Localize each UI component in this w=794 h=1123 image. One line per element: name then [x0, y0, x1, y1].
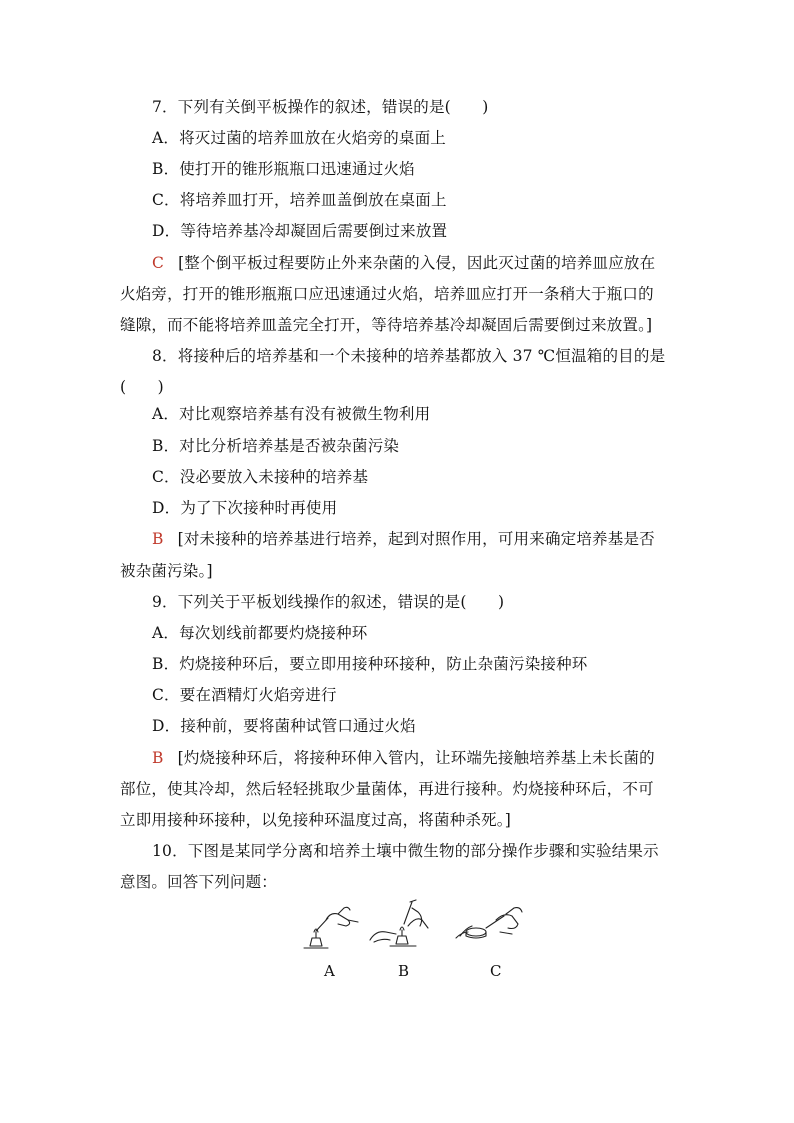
q9-stem: 9．下列关于平板划线操作的叙述，错误的是( )	[152, 593, 505, 611]
q8-option-b: B．对比分析培养基是否被杂菌污染	[152, 437, 400, 455]
q8-stem-1: 8．将接种后的培养基和一个未接种的培养基都放入 37 ℃恒温箱的目的是	[152, 347, 666, 365]
q7-option-a: A．将灭过菌的培养皿放在火焰旁的桌面上	[152, 129, 446, 147]
q7-option-d: D．等待培养基冷却凝固后需要倒过来放置	[152, 222, 448, 240]
q7-option-c: C．将培养皿打开，培养皿盖倒放在桌面上	[152, 191, 447, 209]
figure-label-a: A	[324, 962, 335, 980]
q8-explanation-1: [对未接种的培养基进行培养，起到对照作用，可用来确定培养基是否	[177, 530, 655, 548]
q9-option-d: D．接种前，要将菌种试管口通过火焰	[152, 717, 416, 735]
q9-explanation-2: 部位，使其冷却，然后轻轻挑取少量菌体，再进行接种。灼烧接种环后，不可	[120, 780, 654, 798]
q10-stem-2: 意图。回答下列问题：	[120, 873, 278, 891]
q9-answer: B	[152, 749, 164, 767]
figure-c-drawing	[456, 908, 522, 939]
q7-stem: 7．下列有关倒平板操作的叙述，错误的是( )	[152, 98, 489, 116]
figure-b-drawing	[370, 900, 428, 946]
lab-procedure-figure	[300, 898, 530, 958]
q7-option-b: B．使打开的锥形瓶瓶口迅速通过火焰	[152, 160, 415, 178]
figure-label-c: C	[490, 962, 502, 980]
q7-answer-line	[152, 253, 655, 273]
q8-option-a: A．对比观察培养基有没有被微生物利用	[152, 405, 431, 423]
figure-a-drawing	[304, 907, 358, 948]
q8-option-c: C．没必要放入未接种的培养基	[152, 468, 369, 486]
q9-option-b: B．灼烧接种环后，要立即用接种环接种，防止杂菌污染接种环	[152, 655, 588, 673]
q9-answer-line	[152, 748, 655, 768]
figure-label-b: B	[398, 962, 410, 980]
q9-option-a: A．每次划线前都要灼烧接种环	[152, 624, 368, 642]
q10-stem-1: 10．下图是某同学分离和培养土壤中微生物的部分操作步骤和实验结果示	[152, 842, 659, 860]
q9-explanation-3: 立即用接种环接种，以免接种环温度过高，将菌种杀死。]	[120, 811, 511, 829]
q7-explanation-3: 缝隙，而不能将培养皿盖完全打开，等待培养基冷却凝固后需要倒过来放置。]	[120, 316, 653, 334]
q7-explanation-1: [整个倒平板过程要防止外来杂菌的入侵，因此灭过菌的培养皿应放在	[178, 254, 656, 272]
q7-explanation-2: 火焰旁，打开的锥形瓶瓶口应迅速通过火焰，培养皿应打开一条稍大于瓶口的	[120, 285, 654, 303]
q8-stem-2: ( )	[120, 378, 164, 396]
q8-answer: B	[152, 530, 164, 548]
q8-answer-line	[152, 529, 655, 549]
q8-option-d: D．为了下次接种时再使用	[152, 499, 338, 517]
q7-answer: C	[152, 254, 165, 272]
q9-option-c: C．要在酒精灯火焰旁进行	[152, 686, 337, 704]
q9-explanation-1: [灼烧接种环后，将接种环伸入管内，让环端先接触培养基上未长菌的	[177, 749, 655, 767]
q8-explanation-2: 被杂菌污染。]	[120, 562, 213, 580]
